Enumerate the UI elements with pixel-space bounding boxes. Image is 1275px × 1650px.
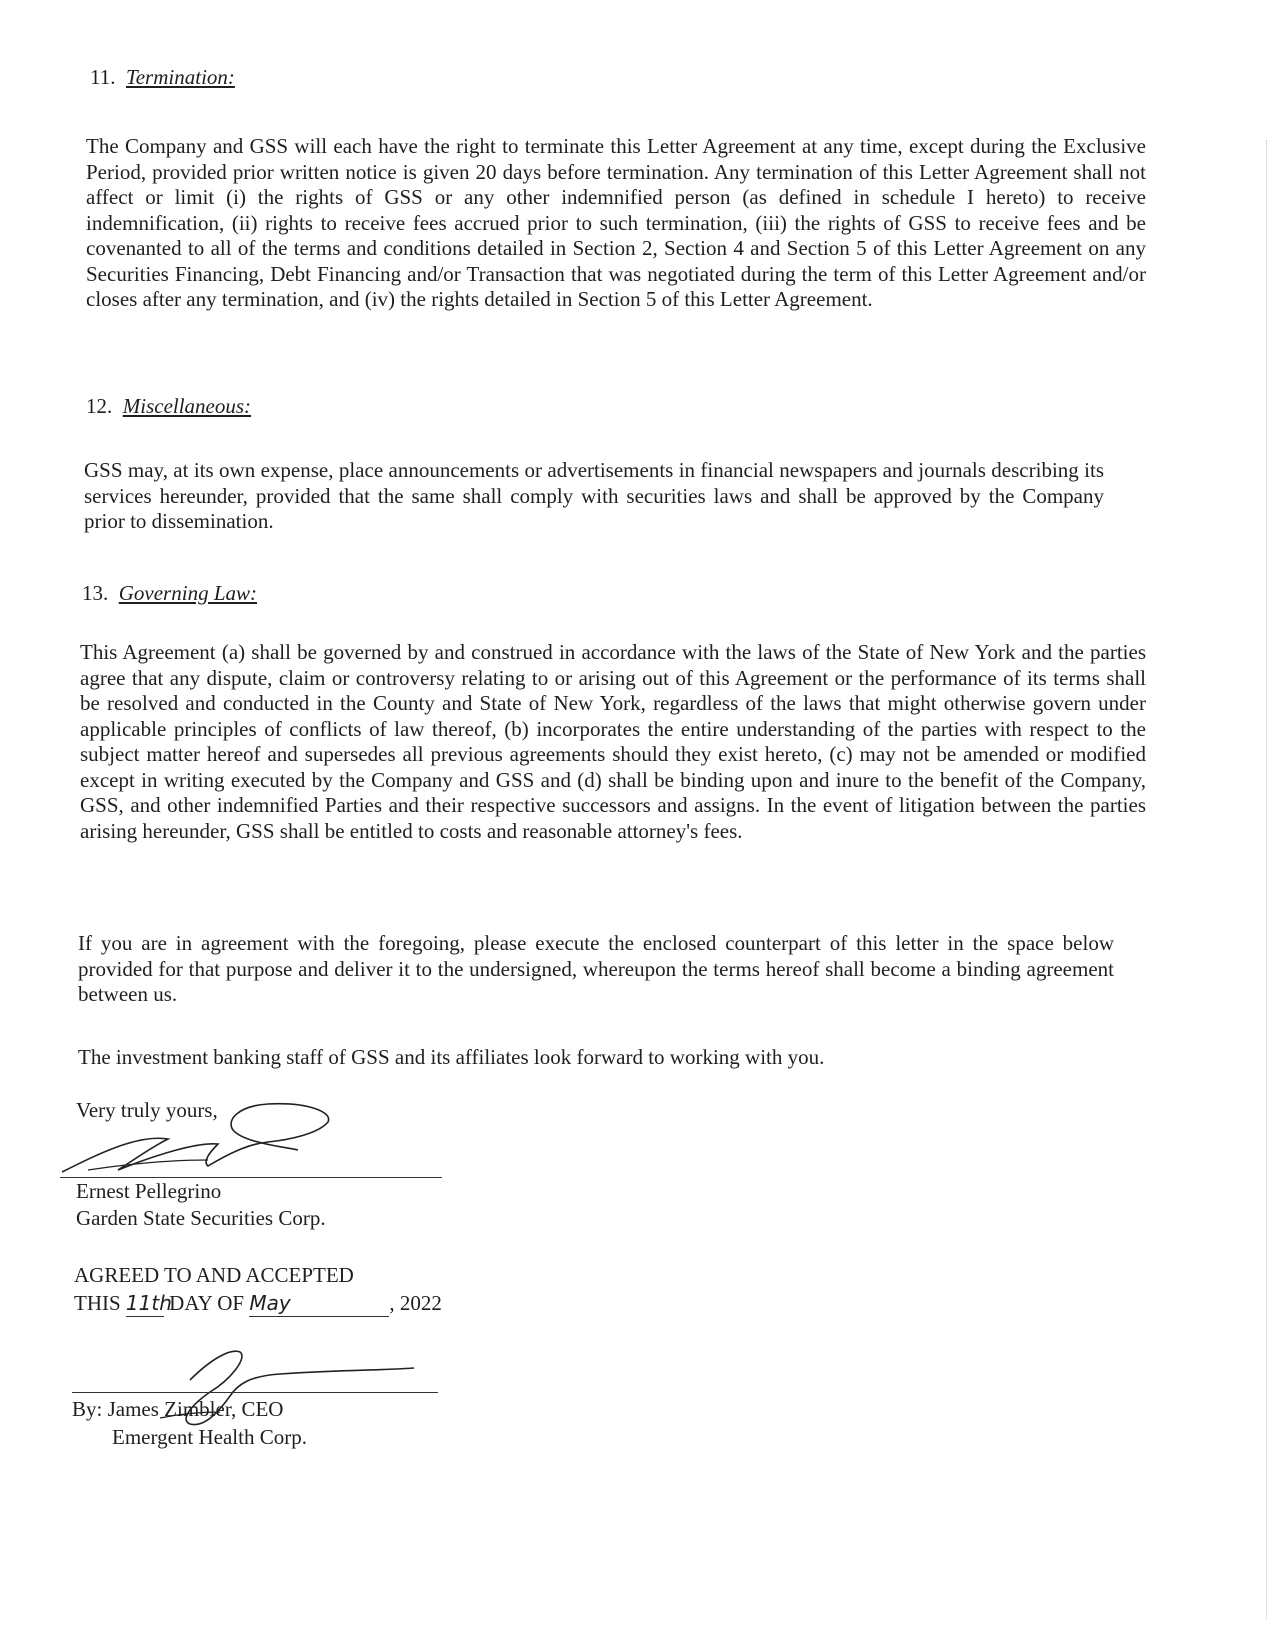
section-number: 13. [82, 581, 109, 605]
section-number: 12. [86, 394, 113, 418]
section-heading-termination [90, 64, 235, 90]
section-number: 11. [90, 65, 116, 89]
salutation: Very truly yours, [76, 1098, 218, 1122]
section-title: Miscellaneous: [122, 394, 252, 418]
agreement-paragraph: If you are in agreement with the foregoing, please execute the enclosed counterpart of this letter in the space below provided for that purpose and deliver it to the undersigned, whereupon the terms hereof shall become a binding agreement between us. [78, 931, 1114, 1006]
section-title: Termination: [125, 65, 235, 89]
scan-edge-artifact [1266, 140, 1267, 1620]
this-label: THIS [74, 1291, 121, 1315]
signer-company: Garden State Securities Corp. [76, 1206, 326, 1230]
year-label: , 2022 [389, 1291, 442, 1315]
forward-text: The investment banking staff of GSS and its affiliates look forward to working with you. [78, 1045, 825, 1069]
accepting-signer: By: James Zimbler, CEO [72, 1397, 284, 1421]
day-of-label: DAY OF [169, 1291, 245, 1315]
section-heading-governing-law [82, 580, 257, 606]
gss-signature [58, 1094, 358, 1174]
section-title: Governing Law: [118, 581, 257, 605]
month-handwritten: May [249, 1290, 389, 1317]
acceptance-date-line [74, 1290, 442, 1317]
governing-law-paragraph: This Agreement (a) shall be governed by and construed in accordance with the laws of the State of New York and the parties agree that any dispute, claim or controversy relating to or arising out of this Agreement or the performance of its terms shall be resolved and conducted in the County and State of New York, regardless of the laws that might otherwise govern under applicable principles of conflicts of law thereof, (b) incorporates the entire understanding of the parties with respect to the subject matter hereof and supersedes all previous agreements should they exist hereto, (c) may not be amended or modified except in writing executed by the Company and GSS and (d) shall be binding upon and inure to the benefit of the Company, GSS, and other indemnified Parties and their respective successors and assigns. In the event of litigation between the parties arising hereunder, GSS shall be entitled to costs and reasonable attorney's fees. [80, 640, 1146, 843]
termination-paragraph: The Company and GSS will each have the right to terminate this Letter Agreement at any time, except during the Exclusive Period, provided prior written notice is given 20 days before termination. Any termination of this Letter Agreement shall not affect or limit (i) the rights of GSS or any other indemnified person (as defined in schedule I hereto) to receive indemnification, (ii) rights to receive fees accrued prior to such termination, (iii) the rights of GSS to receive fees and be covenanted to all of the terms and conditions detailed in Section 2, Section 4 and Section 5 of this Letter Agreement on any Securities Financing, Debt Financing and/or Transaction that was negotiated during the term of this Letter Agreement and/or closes after any termination, and (iv) the rights detailed in Section 5 of this Letter Agreement. [86, 134, 1146, 311]
miscellaneous-paragraph: GSS may, at its own expense, place announcements or advertisements in financial newspapers and journals describing its services hereunder, provided that the same shall comply with securities laws and shall be approved by the Company prior to dissemination. [84, 458, 1104, 533]
emergent-signature-line [72, 1392, 438, 1393]
acceptance-heading: AGREED TO AND ACCEPTED [74, 1263, 354, 1287]
signer-name: Ernest Pellegrino [76, 1179, 222, 1203]
day-handwritten: 11th [125, 1291, 172, 1315]
accepting-company: Emergent Health Corp. [112, 1425, 307, 1449]
section-heading-miscellaneous [86, 393, 251, 419]
